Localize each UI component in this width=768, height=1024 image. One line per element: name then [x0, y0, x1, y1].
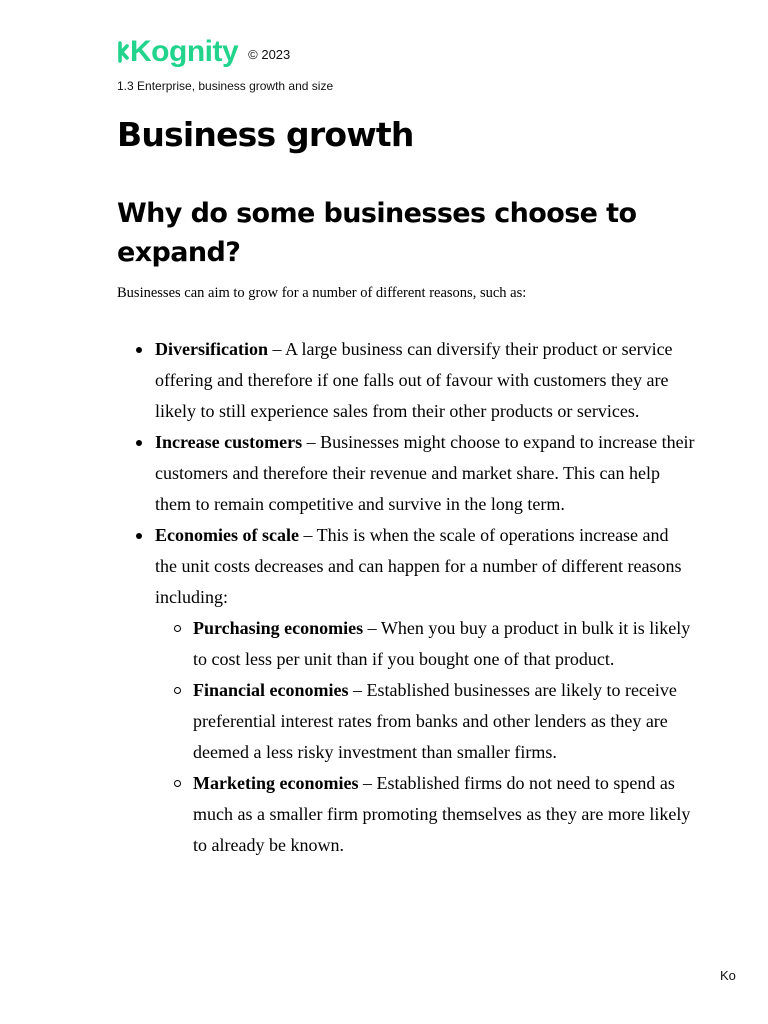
kognity-logo-icon: [117, 41, 129, 63]
breadcrumb: 1.3 Enterprise, business growth and size: [117, 79, 334, 93]
economy-term: Purchasing economies: [193, 618, 364, 638]
page-header: [117, 34, 290, 70]
copyright: © 2023: [248, 46, 291, 62]
reason-text: – Businesses might choose to expand to increase their customers and therefore their revenue and market share. This can help them to remain competitive and survive in the long term.: [155, 432, 695, 514]
economy-text: – Established firms do not need to spend as much as a smaller firm promoting themselves as they are more likely to already be known.: [193, 773, 691, 855]
reasons-list: [117, 334, 695, 861]
sublist-item: [193, 768, 695, 861]
economies-sublist: [155, 613, 695, 861]
logo-text: Kognity: [130, 35, 239, 68]
economy-text: – When you buy a product in bulk it is likely to cost less per unit than if you bought one of that product.: [193, 618, 691, 669]
reason-term: Economies of scale: [155, 525, 299, 545]
edge-watermark: Ko: [720, 968, 736, 983]
reason-text: – A large business can diversify their product or service offering and therefore if one falls out of favour with customers they are likely to still experience sales from their other products or services.: [155, 339, 673, 421]
intro-paragraph: Businesses can aim to grow for a number of different reasons, such as:: [117, 285, 527, 301]
list-item: [155, 427, 695, 520]
economy-text: – Established businesses are likely to receive preferential interest rates from banks and other lenders as they are deemed a less risky investment than smaller firms.: [193, 680, 677, 762]
economy-term: Marketing economies: [193, 773, 359, 793]
sublist-item: [193, 613, 695, 675]
section-heading: Why do some businesses choose to expand?: [117, 198, 637, 268]
sublist-item: [193, 675, 695, 768]
reason-term: Diversification: [155, 339, 268, 359]
list-item: [155, 334, 695, 427]
economy-term: Financial economies: [193, 680, 349, 700]
reason-text: – This is when the scale of operations increase and the unit costs decreases and can happen for a number of different reasons including:: [155, 525, 682, 607]
kognity-logo: [117, 34, 238, 70]
list-item: [155, 520, 695, 861]
page-title: Business growth: [117, 115, 414, 154]
reason-term: Increase customers: [155, 432, 303, 452]
